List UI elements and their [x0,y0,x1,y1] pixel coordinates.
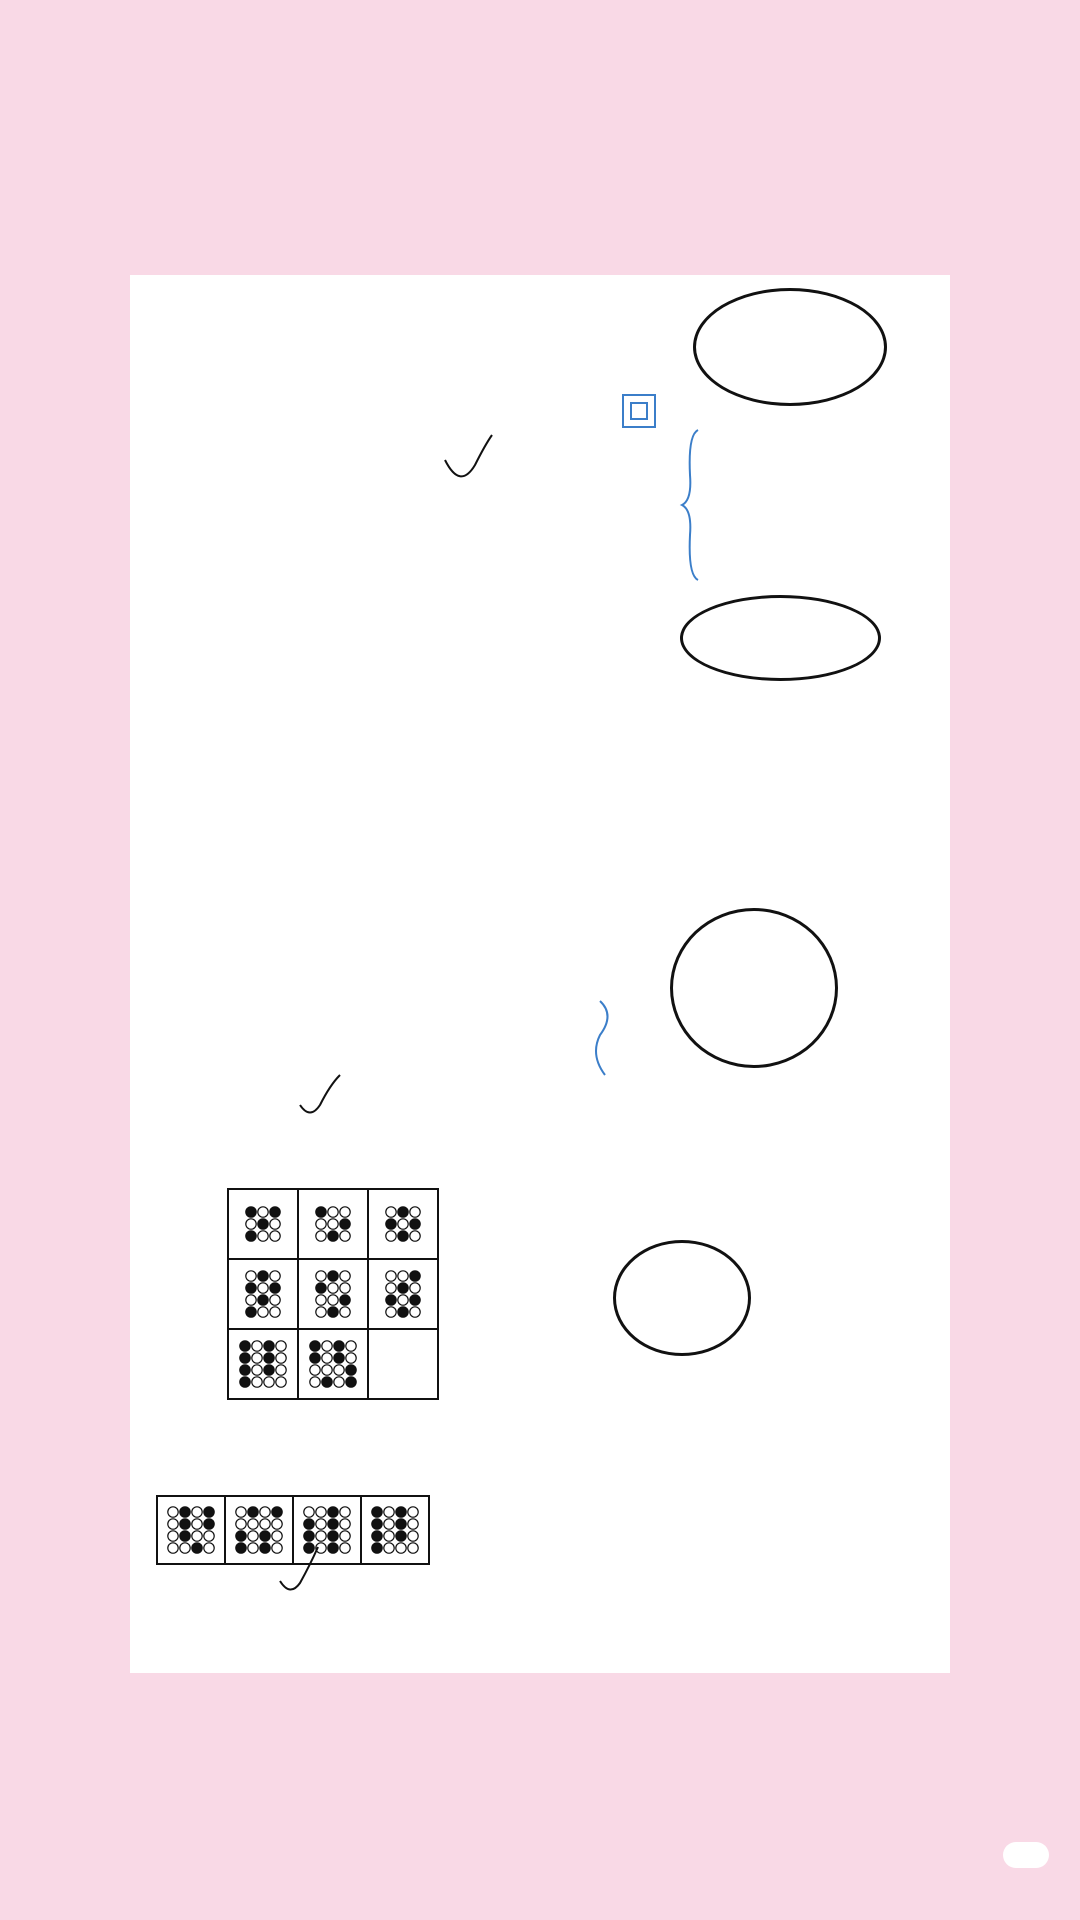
q74-grid-dot [340,1295,350,1305]
q74-grid-dot [398,1207,408,1217]
q74-opt-dot [192,1531,202,1541]
q74-grid-cell [298,1329,368,1399]
q74-opt-cell [293,1496,361,1564]
q74-opt-dot [316,1507,326,1517]
brand-badge [1003,1842,1049,1868]
q74-opt-dot [260,1519,270,1529]
q74-grid-dot [328,1295,338,1305]
q74-grid-dot [322,1365,332,1375]
q74-grid-dot [346,1365,356,1375]
q74-grid-dot [346,1353,356,1363]
q74-opt-dot [328,1507,338,1517]
q74-grid-cell [368,1259,438,1329]
q74-grid-dot [386,1219,396,1229]
q74-opt-cell [157,1496,225,1564]
q74-opt-cell [361,1496,429,1564]
q74-grid-dot [246,1307,256,1317]
q74-grid-dot [276,1377,286,1387]
q74-opt-dot [260,1507,270,1517]
q74-grid-dot [386,1271,396,1281]
q74-opt-dot [396,1531,406,1541]
q74-opt-dot [340,1531,350,1541]
q74-grid-dot [322,1353,332,1363]
q74-grid-dot [334,1341,344,1351]
q74-grid-dot [264,1365,274,1375]
q74-grid-dot [398,1219,408,1229]
q74-grid-dot [398,1307,408,1317]
q74-opt-dot [192,1543,202,1553]
q74-opt-dot [192,1519,202,1529]
q74-grid-dot [328,1307,338,1317]
q74-opt-dot [408,1543,418,1553]
q74-figures [130,275,950,1673]
q74-grid-dot [328,1283,338,1293]
q74-grid-dot [270,1295,280,1305]
q74-grid-dot [258,1219,268,1229]
q74-opt-dot [328,1543,338,1553]
q74-opt-dot [372,1543,382,1553]
q74-opt-dot [236,1531,246,1541]
q74-grid-dot [240,1377,250,1387]
q74-opt-dot [248,1507,258,1517]
q74-grid-dot [258,1231,268,1241]
q74-grid-dot [276,1341,286,1351]
q74-grid-cell [228,1259,298,1329]
q74-grid-dot [246,1219,256,1229]
q74-grid-dot [264,1377,274,1387]
q74-grid-dot [386,1231,396,1241]
q74-grid-dot [276,1365,286,1375]
q74-grid-dot [398,1231,408,1241]
q74-grid-dot [258,1207,268,1217]
q74-opt-dot [236,1507,246,1517]
q74-opt-dot [372,1507,382,1517]
q74-opt-dot [260,1543,270,1553]
q74-opt-dot [408,1507,418,1517]
q74-grid-dot [340,1231,350,1241]
q74-grid-dot [246,1207,256,1217]
q74-grid-dot [270,1231,280,1241]
q74-opt-dot [384,1507,394,1517]
q74-grid-dot [322,1377,332,1387]
q74-grid-dot [410,1207,420,1217]
q74-grid-dot [258,1307,268,1317]
q74-grid-dot [340,1271,350,1281]
q74-opt-dot [384,1531,394,1541]
q74-opt-dot [272,1507,282,1517]
q74-grid-dot [240,1341,250,1351]
q74-opt-dot [304,1519,314,1529]
q74-opt-dot [304,1531,314,1541]
q74-grid-dot [316,1307,326,1317]
q74-grid-dot [310,1377,320,1387]
q74-opt-dot [316,1531,326,1541]
q74-opt-dot [304,1507,314,1517]
q74-grid-dot [340,1307,350,1317]
q74-grid-dot [398,1295,408,1305]
q74-opt-dot [168,1507,178,1517]
q74-grid-dot [316,1283,326,1293]
q74-grid-dot [252,1365,262,1375]
q74-grid-dot [340,1283,350,1293]
q74-opt-dot [168,1543,178,1553]
q74-opt-dot [304,1543,314,1553]
q74-opt-dot [236,1543,246,1553]
q74-grid-dot [398,1271,408,1281]
q74-opt-dot [192,1507,202,1517]
q74-grid-dot [246,1295,256,1305]
q74-grid-dot [258,1283,268,1293]
q74-grid-dot [410,1219,420,1229]
q74-grid-dot [386,1207,396,1217]
q74-grid-cell [298,1259,368,1329]
q74-grid-dot [334,1353,344,1363]
q74-grid-dot [270,1207,280,1217]
q74-grid-dot [386,1283,396,1293]
q74-grid-dot [398,1283,408,1293]
q74-grid-dot [258,1271,268,1281]
q74-opt-dot [396,1519,406,1529]
q74-opt-dot [328,1531,338,1541]
q74-opt-dot [260,1531,270,1541]
q74-opt-dot [248,1531,258,1541]
q74-grid-dot [316,1295,326,1305]
q74-grid-dot [346,1377,356,1387]
q74-opt-dot [248,1519,258,1529]
q74-grid-dot [264,1353,274,1363]
q74-grid-dot [340,1207,350,1217]
q74-grid-dot [316,1231,326,1241]
q74-grid-cell [228,1329,298,1399]
q74-grid-dot [270,1271,280,1281]
q74-opt-dot [340,1507,350,1517]
q74-opt-dot [272,1519,282,1529]
q74-opt-dot [384,1543,394,1553]
q74-grid-dot [258,1295,268,1305]
q74-opt-dot [236,1519,246,1529]
q74-opt-dot [408,1519,418,1529]
q74-opt-dot [408,1531,418,1541]
q74-grid-dot [334,1377,344,1387]
q74-grid-dot [410,1307,420,1317]
q74-grid-dot [270,1283,280,1293]
q74-opt-dot [180,1519,190,1529]
q74-grid-cell [368,1329,438,1399]
q74-grid-dot [246,1271,256,1281]
q74-grid-dot [328,1271,338,1281]
q74-opt-dot [248,1543,258,1553]
q74-grid-dot [252,1341,262,1351]
q74-opt-dot [204,1507,214,1517]
q74-grid-dot [240,1365,250,1375]
q74-grid-dot [310,1365,320,1375]
q74-grid-dot [386,1295,396,1305]
q74-grid-dot [410,1231,420,1241]
q74-grid-dot [264,1341,274,1351]
q74-opt-dot [340,1519,350,1529]
q74-opt-dot [396,1507,406,1517]
q74-opt-dot [328,1519,338,1529]
q74-grid-dot [270,1219,280,1229]
q74-opt-dot [180,1507,190,1517]
q74-opt-dot [204,1543,214,1553]
q74-opt-dot [272,1543,282,1553]
q74-opt-dot [384,1519,394,1529]
q74-grid-dot [346,1341,356,1351]
q74-opt-dot [168,1531,178,1541]
q74-grid-dot [246,1283,256,1293]
q74-grid-dot [270,1307,280,1317]
q74-grid-dot [322,1341,332,1351]
q74-grid-dot [276,1353,286,1363]
q74-grid-dot [240,1353,250,1363]
q74-opt-dot [316,1519,326,1529]
q74-grid-dot [410,1295,420,1305]
q74-opt-dot [372,1531,382,1541]
q74-opt-dot [168,1519,178,1529]
q74-grid-dot [316,1207,326,1217]
q74-grid-dot [340,1219,350,1229]
q74-opt-cell [225,1496,293,1564]
q74-grid-dot [328,1219,338,1229]
q74-grid-dot [252,1353,262,1363]
q74-opt-dot [272,1531,282,1541]
q74-grid-dot [410,1271,420,1281]
q74-grid-dot [410,1283,420,1293]
exam-sheet [130,275,950,1673]
q74-grid-dot [334,1365,344,1375]
q74-opt-dot [204,1519,214,1529]
q74-grid-dot [246,1231,256,1241]
q74-grid-dot [316,1271,326,1281]
q74-grid-dot [310,1341,320,1351]
q74-opt-dot [180,1531,190,1541]
q74-opt-dot [340,1543,350,1553]
q74-grid-dot [328,1207,338,1217]
q74-grid-dot [386,1307,396,1317]
q74-grid-dot [316,1219,326,1229]
q74-opt-dot [372,1519,382,1529]
q74-grid-dot [328,1231,338,1241]
q74-opt-dot [396,1543,406,1553]
q74-grid-dot [252,1377,262,1387]
q74-opt-dot [204,1531,214,1541]
q74-grid-dot [310,1353,320,1363]
q74-opt-dot [180,1543,190,1553]
